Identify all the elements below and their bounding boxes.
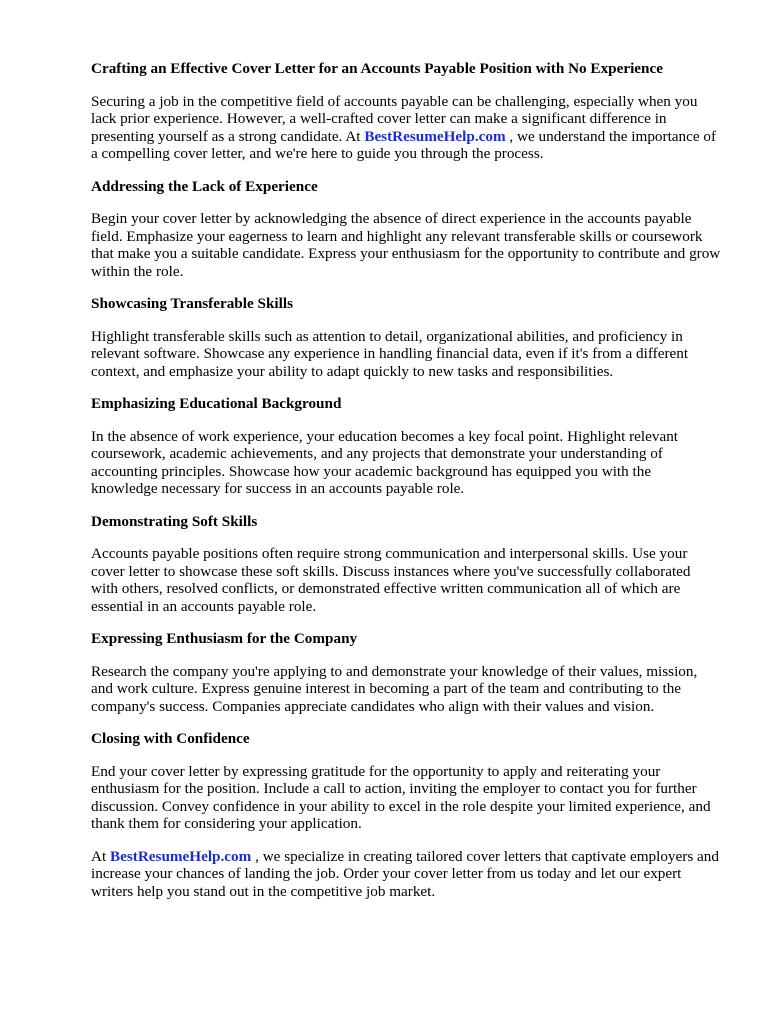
- section-body-lack-of-experience: Begin your cover letter by acknowledging the absence of direct experience in the accounts payable field. Emphasize your eagerness to learn and highlight any relevant transferable skills or coursework that make you a suitable candidate. Express your enthusiasm for the opportunity to contribute and grow within the role.: [91, 210, 721, 280]
- closing-text-after: , we specialize in creating tailored cover letters that captivate employers and increase your chances of landing the job. Order your cover letter from us today and let our expert writers help you stand out in the competitive job market.: [91, 847, 719, 900]
- document-content: [91, 60, 721, 915]
- document-title: Crafting an Effective Cover Letter for an Accounts Payable Position with No Experience: [91, 60, 663, 77]
- section-body-transferable-skills: Highlight transferable skills such as attention to detail, organizational abilities, and proficiency in relevant software. Showcase any experience in handling financial data, even if it's from a different context, and emphasize your ability to adapt quickly to new tasks and responsibilities.: [91, 327, 689, 380]
- section-body-soft-skills: Accounts payable positions often require strong communication and interpersonal skills. Use your cover letter to showcase these soft skills. Discuss instances where you've successfully collaborated with others, resolved conflicts, or demonstrated effective written communication all of which are essential in an accounts payable role.: [91, 545, 691, 615]
- section-heading-closing: Closing with Confidence: [91, 730, 250, 747]
- section-body-closing: End your cover letter by expressing gratitude for the opportunity to apply and reiterating your enthusiasm for the position. Include a call to action, inviting the employer to contact you for further discussion. Convey confidence in your ability to excel in the role despite your limited experience, and thank them for considering your application.: [91, 762, 711, 832]
- intro-paragraph: [91, 93, 721, 163]
- section-heading-transferable-skills: Showcasing Transferable Skills: [91, 295, 293, 312]
- section-heading-enthusiasm: Expressing Enthusiasm for the Company: [91, 630, 358, 647]
- closing-paragraph: [91, 848, 721, 901]
- section-body-enthusiasm: Research the company you're applying to and demonstrate your knowledge of their values, mission, and work culture. Express genuine interest in becoming a part of the team and contributing to the company's success. Companies appreciate candidates who align with their values and vision.: [91, 662, 698, 715]
- intro-text-before: Securing a job in the competitive field of accounts payable can be challenging, especially when you lack prior experience. However, a well-crafted cover letter can make a significant difference in presenting yourself as a strong candidate. At: [91, 92, 698, 145]
- section-heading-educational-background: Emphasizing Educational Background: [91, 395, 342, 412]
- section-heading-soft-skills: Demonstrating Soft Skills: [91, 512, 258, 530]
- section-heading-lack-of-experience: Addressing the Lack of Experience: [91, 177, 318, 195]
- closing-text-before: At: [91, 847, 110, 865]
- intro-website-link[interactable]: BestResumeHelp.com: [364, 127, 506, 145]
- closing-website-link[interactable]: BestResumeHelp.com: [109, 847, 252, 865]
- section-body-educational-background: In the absence of work experience, your education becomes a key focal point. Highlight relevant coursework, academic achievements, and any projects that demonstrate your understanding of accounting principles. Showcase how your academic background has equipped you with the knowledge necessary for success in an accounts payable role.: [91, 427, 679, 497]
- intro-text-after: , we understand the importance of a compelling cover letter, and we're here to guide you through the process.: [91, 127, 717, 162]
